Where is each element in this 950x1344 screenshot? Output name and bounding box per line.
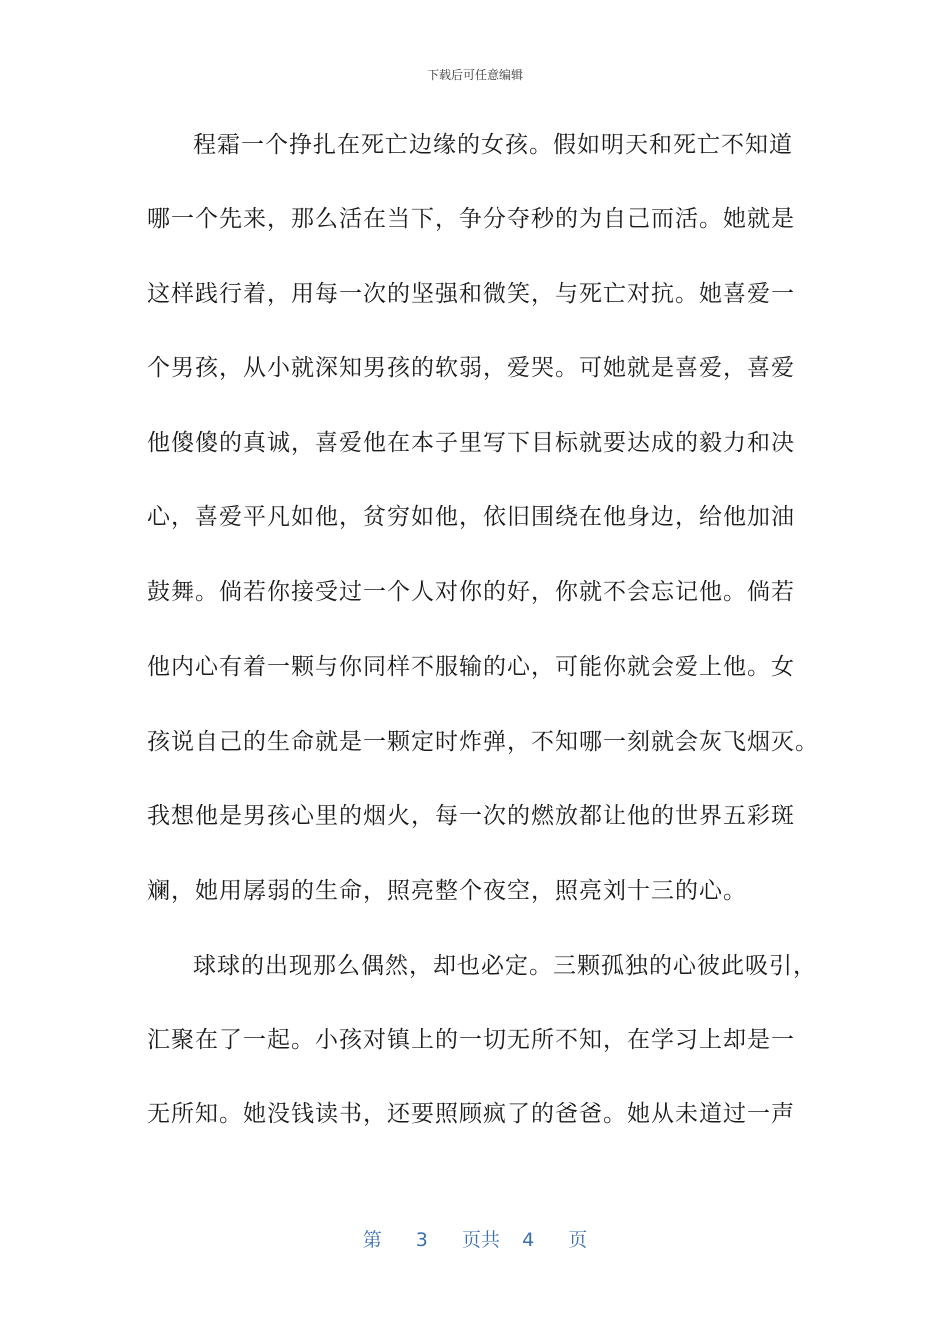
text-line: 无所知。她没钱读书，还要照顾疯了的爸爸。她从未道过一声 (147, 1101, 795, 1127)
page-header: 下载后可任意编辑 (426, 68, 523, 82)
total-pages-number: 4 (522, 1229, 535, 1251)
text-line: 鼓舞。倘若你接受过一个人对你的好，你就不会忘记他。倘若 (147, 579, 795, 605)
text-line: 个男孩，从小就深知男孩的软弱，爱哭。可她就是喜爱，喜爱 (147, 355, 795, 381)
text-line: 这样践行着，用每一次的坚强和微笑，与死亡对抗。她喜爱一 (147, 281, 795, 307)
current-page-number: 3 (415, 1229, 428, 1251)
footer-suffix: 页 (568, 1229, 588, 1251)
text-line: 心，喜爱平凡如他，贫穷如他，依旧围绕在他身边，给他加油 (147, 504, 795, 530)
text-line: 他傻傻的真诚，喜爱他在本子里写下目标就要达成的毅力和决 (147, 430, 795, 456)
text-line: 他内心有着一颗与你同样不服输的心，可能你就会爱上他。女 (147, 654, 795, 680)
text-line: 斓，她用孱弱的生命，照亮整个夜空，照亮刘十三的心。 (147, 878, 747, 904)
text-line: 哪一个先来，那么活在当下，争分夺秒的为自己而活。她就是 (147, 206, 795, 232)
footer-prefix: 第 (362, 1229, 382, 1251)
page-footer (0, 1225, 950, 1252)
text-line: 程霜一个挣扎在死亡边缘的女孩。假如明天和死亡不知道 (193, 132, 793, 158)
text-line: 球球的出现那么偶然，却也必定。三颗孤独的心彼此吸引， (193, 953, 817, 979)
text-line: 汇聚在了一起。小孩对镇上的一切无所不知，在学习上却是一 (147, 1027, 795, 1053)
footer-middle: 页共 (461, 1229, 500, 1251)
text-line: 我想他是男孩心里的烟火，每一次的燃放都让他的世界五彩斑 (147, 803, 795, 829)
text-line: 孩说自己的生命就是一颗定时炸弹，不知哪一刻就会灰飞烟灭。 (147, 729, 819, 755)
